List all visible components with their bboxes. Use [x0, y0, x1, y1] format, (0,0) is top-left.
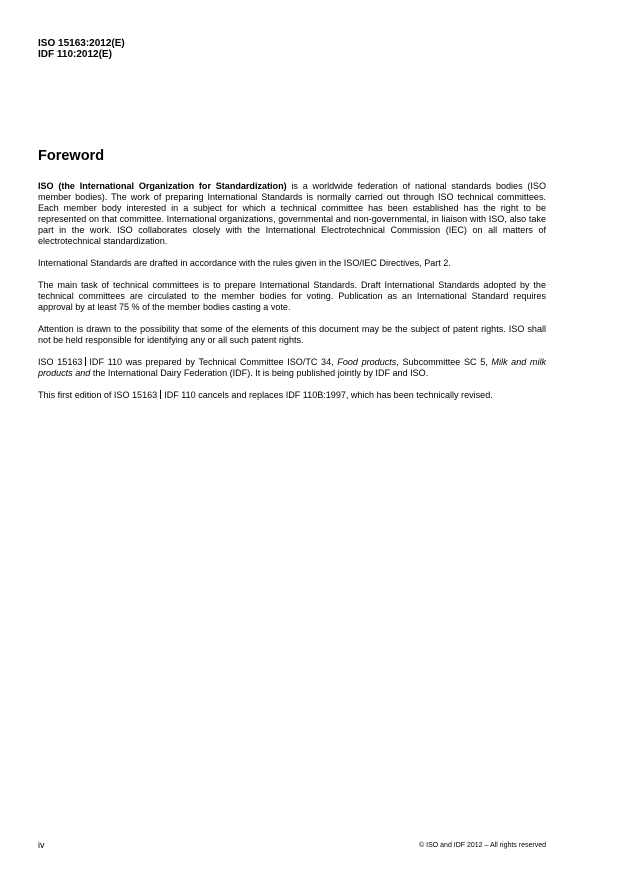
foreword-heading: Foreword [38, 148, 105, 164]
preparation-text-3: the International Dairy Federation (IDF). It is being published jointly by IDF and ISO. [90, 368, 429, 378]
edition-text-2: IDF 110 cancels and replaces IDF 110B:1997, which has been technically revised. [164, 390, 493, 400]
paragraph-directives: International Standards are drafted in accordance with the rules given in the ISO/IEC Directives, Part 2. [38, 258, 451, 268]
foreword-body [38, 181, 546, 412]
paragraph-edition [38, 390, 546, 401]
separator-bar [85, 357, 86, 366]
separator-bar [160, 390, 161, 399]
paragraph-patent-rights: Attention is drawn to the possibility that some of the elements of this document may be the subject of patent rights. ISO shall not be held responsible for identifying any or all such patent rights. [38, 324, 546, 345]
idf-reference: IDF 110:2012(E) [38, 49, 112, 60]
edition-text-1: This first edition of ISO 15163 [38, 390, 158, 400]
page-number: iv [38, 840, 45, 850]
preparation-text-2: , Subcommittee SC 5, [396, 357, 492, 367]
iso-organization-name: ISO (the International Organization for Standardization) [38, 181, 287, 191]
paragraph-iso-intro-text: is a worldwide federation of national standards bodies (ISO member bodies). The work of preparing International Standards is normally carried out through ISO technical committees. Each member body interested in a subject for which a technical committee has been established has the right to be represented on that committee. International organizations, governmental and non-governmental, in liaison with ISO, also take part in the work. ISO collaborates closely with the International Electrotechnical Commission (IEC) on all matters of electrotechnical standardization. [38, 181, 546, 246]
document-header [38, 38, 125, 60]
standard-number-iso: ISO 15163 [38, 357, 83, 367]
subcommittee-name-milk: Milk and milk products and [38, 357, 547, 378]
preparation-text-1: IDF 110 was prepared by Technical Committee ISO/TC 34, [89, 357, 338, 367]
iso-reference: ISO 15163:2012(E) [38, 38, 125, 49]
copyright-notice: © ISO and IDF 2012 – All rights reserved [419, 842, 546, 849]
committee-name-food-products: Food products [337, 357, 397, 367]
paragraph-preparation [38, 357, 546, 379]
paragraph-iso-intro [38, 181, 546, 247]
paragraph-technical-committees: The main task of technical committees is to prepare International Standards. Draft International Standards adopted by the technical committees are circulated to the member bodies for voting. Publication as an International Standard requires approval by at least 75 % of the member bodies casting a vote. [38, 280, 546, 312]
